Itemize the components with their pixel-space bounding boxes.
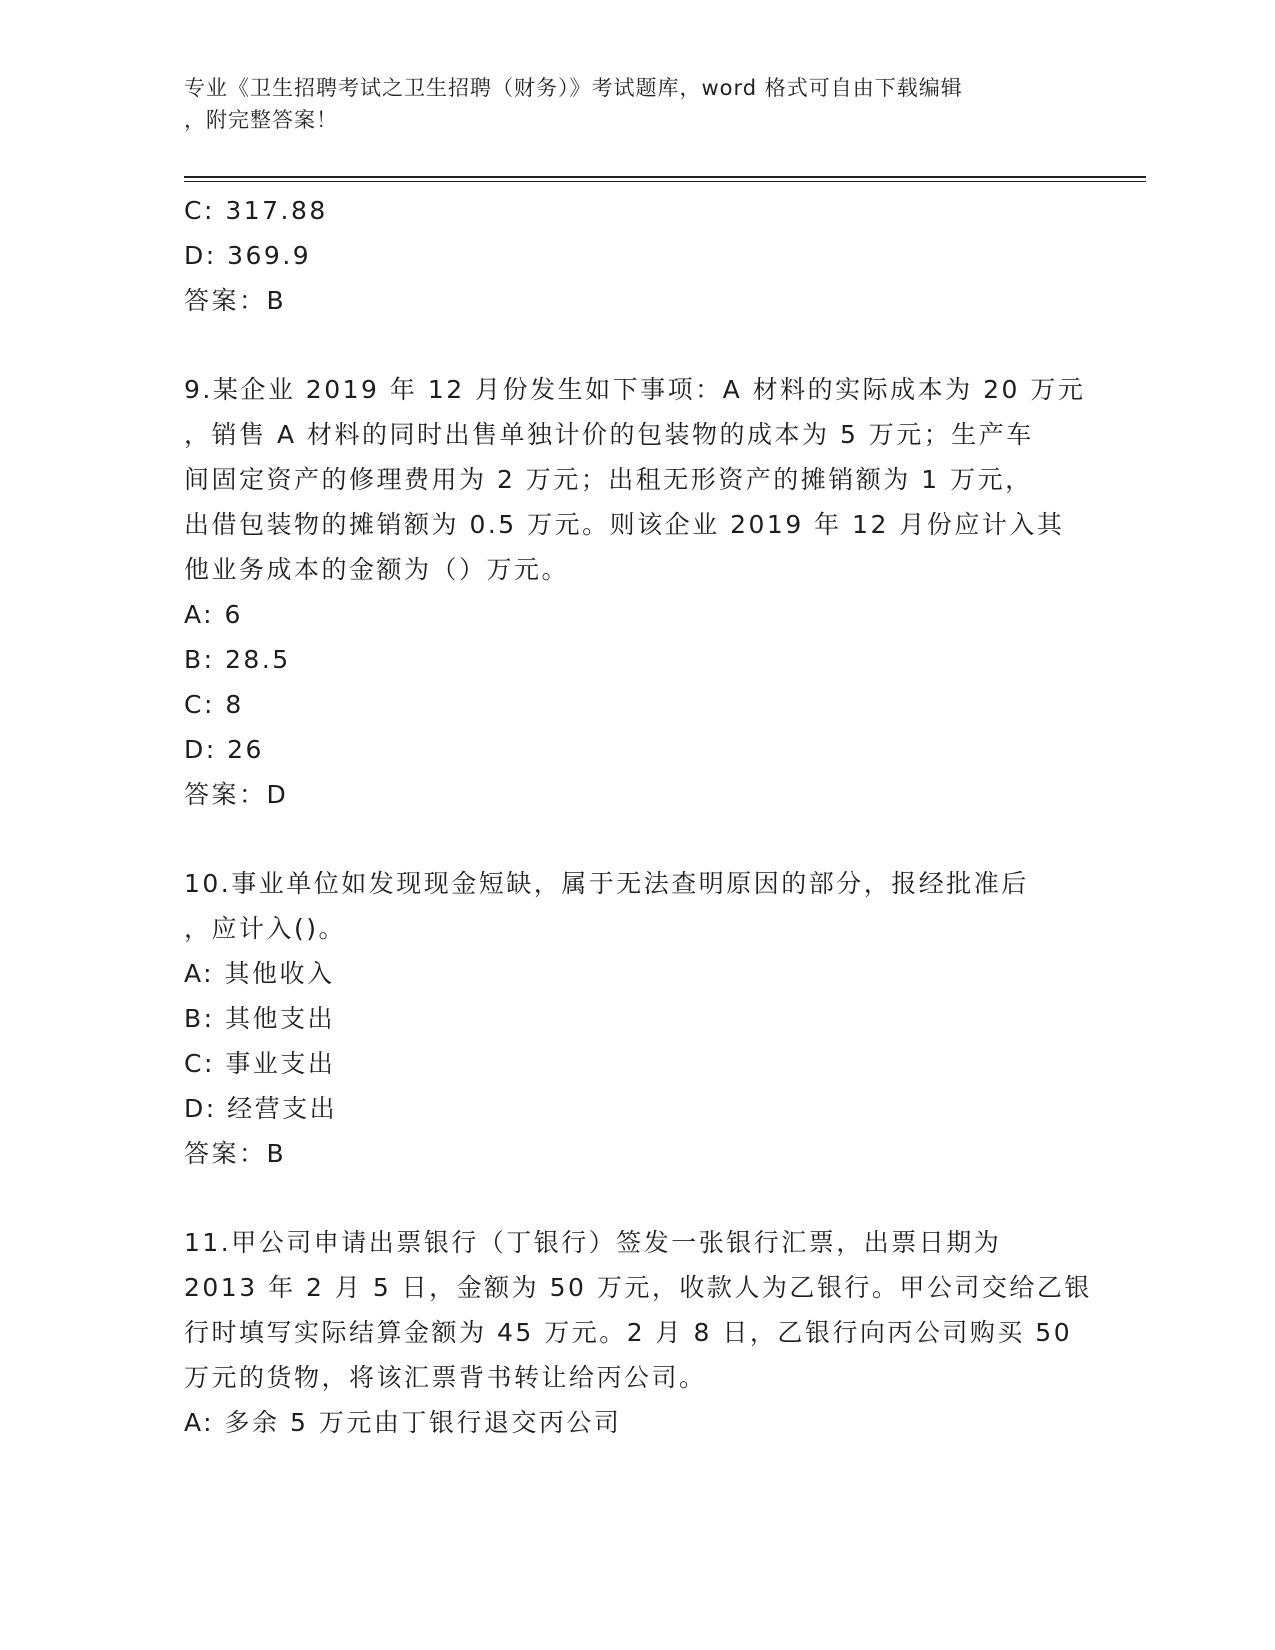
question-text-line: 10.事业单位如发现现金短缺，属于无法查明原因的部分，报经批准后: [184, 869, 1029, 898]
question-text-line: ，应计入()。: [184, 914, 347, 943]
document-body: [184, 188, 1092, 1445]
question-text-line: 11.甲公司申请出票银行（丁银行）签发一张银行汇票，出票日期为: [184, 1228, 1002, 1257]
question-text-line: 出借包装物的摊销额为 0.5 万元。则该企业 2019 年 12 月份应计入其: [184, 510, 1065, 539]
header-title-line-2: ，附完整答案！: [184, 108, 338, 132]
question-9: [184, 367, 1084, 817]
answer-line: 答案：D: [184, 780, 289, 809]
option-c: C: 317.88: [184, 196, 328, 225]
option-c: C: 8: [184, 690, 244, 719]
spacer: [184, 323, 1084, 367]
spacer: [184, 817, 1084, 861]
answer-line: 答案：B: [184, 286, 287, 315]
header-title-line-1: 专业《卫生招聘考试之卫生招聘（财务）》考试题库，word 格式可自由下载编辑: [184, 76, 963, 100]
option-c: C: 事业支出: [184, 1049, 336, 1078]
header-divider-thick: [184, 176, 1146, 178]
option-a: A: 其他收入: [184, 959, 335, 988]
question-text-line: ，销售 A 材料的同时出售单独计价的包装物的成本为 5 万元；生产车: [184, 420, 1034, 449]
answer-line: 答案：B: [184, 1139, 287, 1168]
question-text-line: 万元的货物，将该汇票背书转让给丙公司。: [184, 1363, 707, 1392]
question-11: [184, 1220, 1092, 1445]
question-text-line: 行时填写实际结算金额为 45 万元。2 月 8 日，乙银行向丙公司购买 50: [184, 1318, 1073, 1347]
question-text-line: 间固定资产的修理费用为 2 万元；出租无形资产的摊销额为 1 万元，: [184, 465, 1033, 494]
option-d: D: 经营支出: [184, 1094, 338, 1123]
option-d: D: 369.9: [184, 241, 312, 270]
document-header: [184, 72, 1064, 136]
option-d: D: 26: [184, 735, 264, 764]
header-divider-thin: [184, 181, 1146, 182]
option-a: A: 多余 5 万元由丁银行退交丙公司: [184, 1408, 622, 1437]
option-b: B: 其他支出: [184, 1004, 336, 1033]
question-10: [184, 861, 1084, 1176]
question-8-tail: [184, 188, 1084, 323]
spacer: [184, 1176, 1084, 1220]
question-text-line: 2013 年 2 月 5 日，金额为 50 万元，收款人为乙银行。甲公司交给乙银: [184, 1273, 1092, 1302]
option-b: B: 28.5: [184, 645, 291, 674]
question-text-line: 他业务成本的金额为（）万元。: [184, 555, 570, 584]
option-a: A: 6: [184, 600, 243, 629]
question-text-line: 9.某企业 2019 年 12 月份发生如下事项：A 材料的实际成本为 20 万元: [184, 375, 1086, 404]
